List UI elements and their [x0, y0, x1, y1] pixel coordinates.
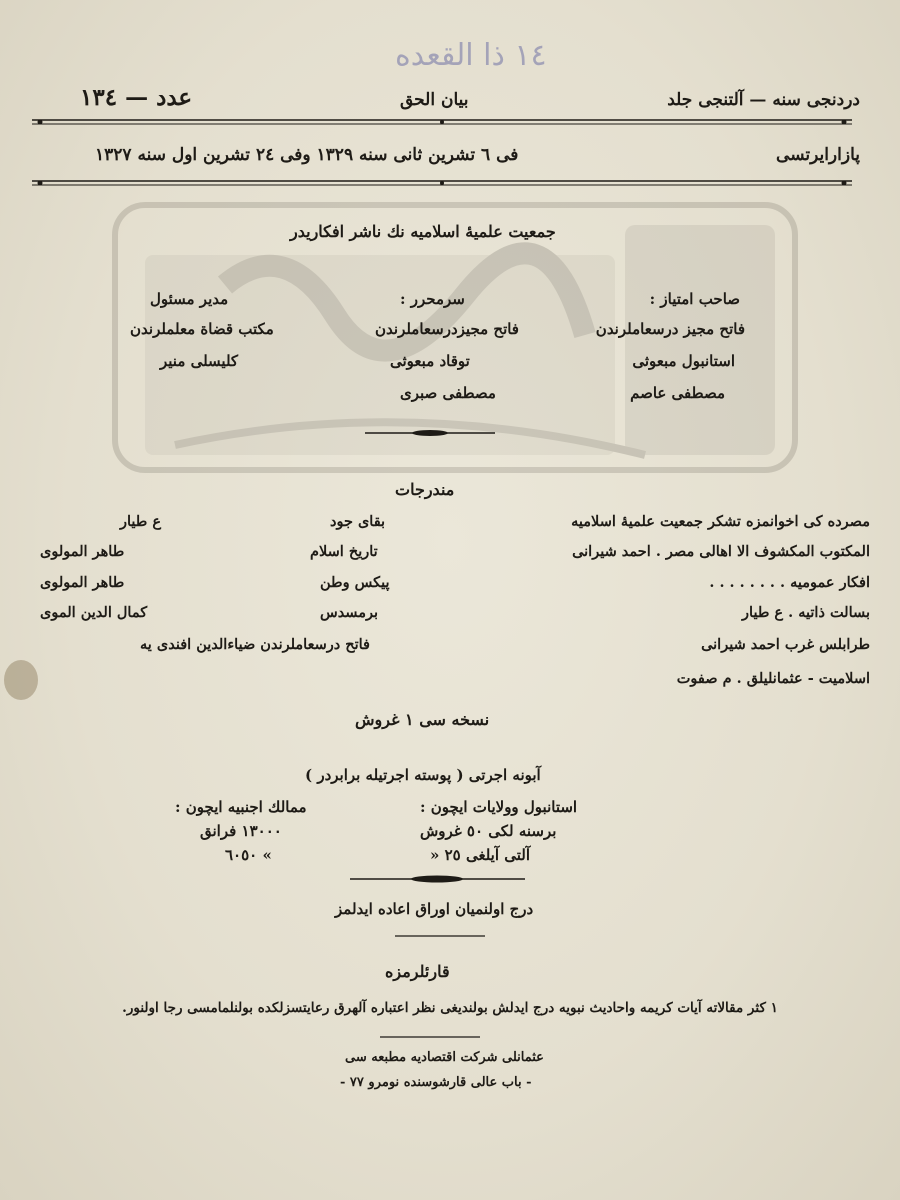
- subscription-heading: آبونه اجرتی ( پوسته اجرتیله برابردر ): [305, 766, 541, 784]
- section-divider: [350, 874, 525, 884]
- section-divider: [395, 932, 485, 940]
- toc-author: کمال الدین الموی: [40, 604, 148, 621]
- toc-title: پیکس وطن: [320, 574, 390, 591]
- foreign-half-rate: ٦٠٥٠ «: [225, 846, 272, 864]
- readers-notice: ١ کثر مقالاته آیات کریمه واحادیث نبویه درج ایدلش بولندیغی نظر اعتباره آلهرق رعایتسزلکده بولنلمامسی رجا اولنور.: [122, 1000, 778, 1016]
- toc-title: بقای جود: [330, 513, 386, 530]
- editor-line1: فاتح مجیزدرسعاملرندن: [375, 320, 519, 338]
- issue-date: فی ٦ تشرین ثانی سنه ١٣٢٩ وفی ٢٤ تشرین اول سنه ١٣٢٧: [95, 145, 519, 165]
- toc-article: مصرده کی اخوانمزه تشکر جمعیت علمیهٔ اسلامیه: [571, 513, 870, 530]
- issue-price: نسخه سی ١ غروش: [355, 710, 490, 729]
- volume-label: دردنجی سنه — آلتنجی جلد: [667, 90, 860, 110]
- toc-author: ع طیار: [120, 513, 162, 530]
- printer-name: عثمانلی شرکت اقتصادیه مطبعه سی: [345, 1050, 544, 1065]
- editor-line2: توقاد مبعوثی: [390, 352, 470, 370]
- manager-name: کلیسلی منیر: [160, 352, 239, 370]
- printer-address: - باب عالی قارشوسنده نومرو ٧٧ -: [340, 1075, 532, 1090]
- owner-line1: فاتح مجیز درسعاملرندن: [595, 320, 745, 338]
- handwritten-note: ١٤ ذا القعده: [395, 38, 547, 73]
- editor-name: مصطفی صبری: [400, 384, 496, 402]
- manager-role: مدیر مسئول: [150, 290, 229, 308]
- owner-line2: استانبول مبعوثی: [632, 352, 735, 370]
- contents-heading: مندرجات: [395, 480, 455, 499]
- toc-title: تاریخ اسلام: [310, 543, 378, 560]
- editor-role: سرمحرر :: [400, 290, 465, 308]
- toc-title: فاتح درسعاملرندن ضیاءالدین افندی یه: [140, 636, 370, 653]
- ornamental-rule: [32, 178, 852, 188]
- toc-title: برمسدس: [320, 604, 379, 621]
- journal-subtitle: جمعیت علمیهٔ اسلامیه نك ناشر افکاریدر: [290, 222, 556, 241]
- domestic-label: استانبول وولایات ایچون :: [420, 798, 578, 816]
- toc-article: اسلامیت - عثمانلیلق . م صفوت: [676, 670, 870, 687]
- foreign-year-rate: ١٣٠٠٠ فرانق: [200, 822, 282, 840]
- toc-author: طاهر المولوی: [40, 543, 125, 560]
- toc-article: طرابلس غرب احمد شیرانی: [701, 636, 870, 653]
- no-return-notice: درج اولنمیان اوراق اعاده ایدلمز: [335, 900, 534, 918]
- manager-line1: مکتب قضاة معلملرندن: [130, 320, 274, 338]
- owner-name: مصطفی عاصم: [630, 384, 725, 402]
- domestic-half-rate: آلتی آیلغی ٢٥ «: [430, 846, 530, 864]
- journal-title: بیان الحق: [400, 90, 469, 110]
- domestic-year-rate: برسنه لکی ٥٠ غروش: [420, 822, 557, 840]
- owner-role: صاحب امتیاز :: [649, 290, 740, 308]
- toc-article: المکتوب المکشوف الا اهالی مصر . احمد شیرانی: [572, 543, 870, 560]
- ink-stain: [4, 660, 38, 700]
- section-divider: [380, 1033, 480, 1041]
- issue-number: عدد — ١٣٤: [80, 84, 193, 111]
- toc-author: طاهر المولوی: [40, 574, 125, 591]
- weekday-label: پازارایرتسی: [776, 145, 860, 165]
- ornamental-rule: [32, 117, 852, 127]
- readers-heading: قارئلرمزه: [385, 962, 450, 981]
- foreign-label: ممالك اجنبیه ایچون :: [175, 798, 307, 816]
- toc-article: بسالت ذاتیه . ع طیار: [742, 604, 870, 621]
- section-divider: [365, 428, 495, 438]
- toc-article: افکار عمومیه . . . . . . . .: [709, 574, 870, 591]
